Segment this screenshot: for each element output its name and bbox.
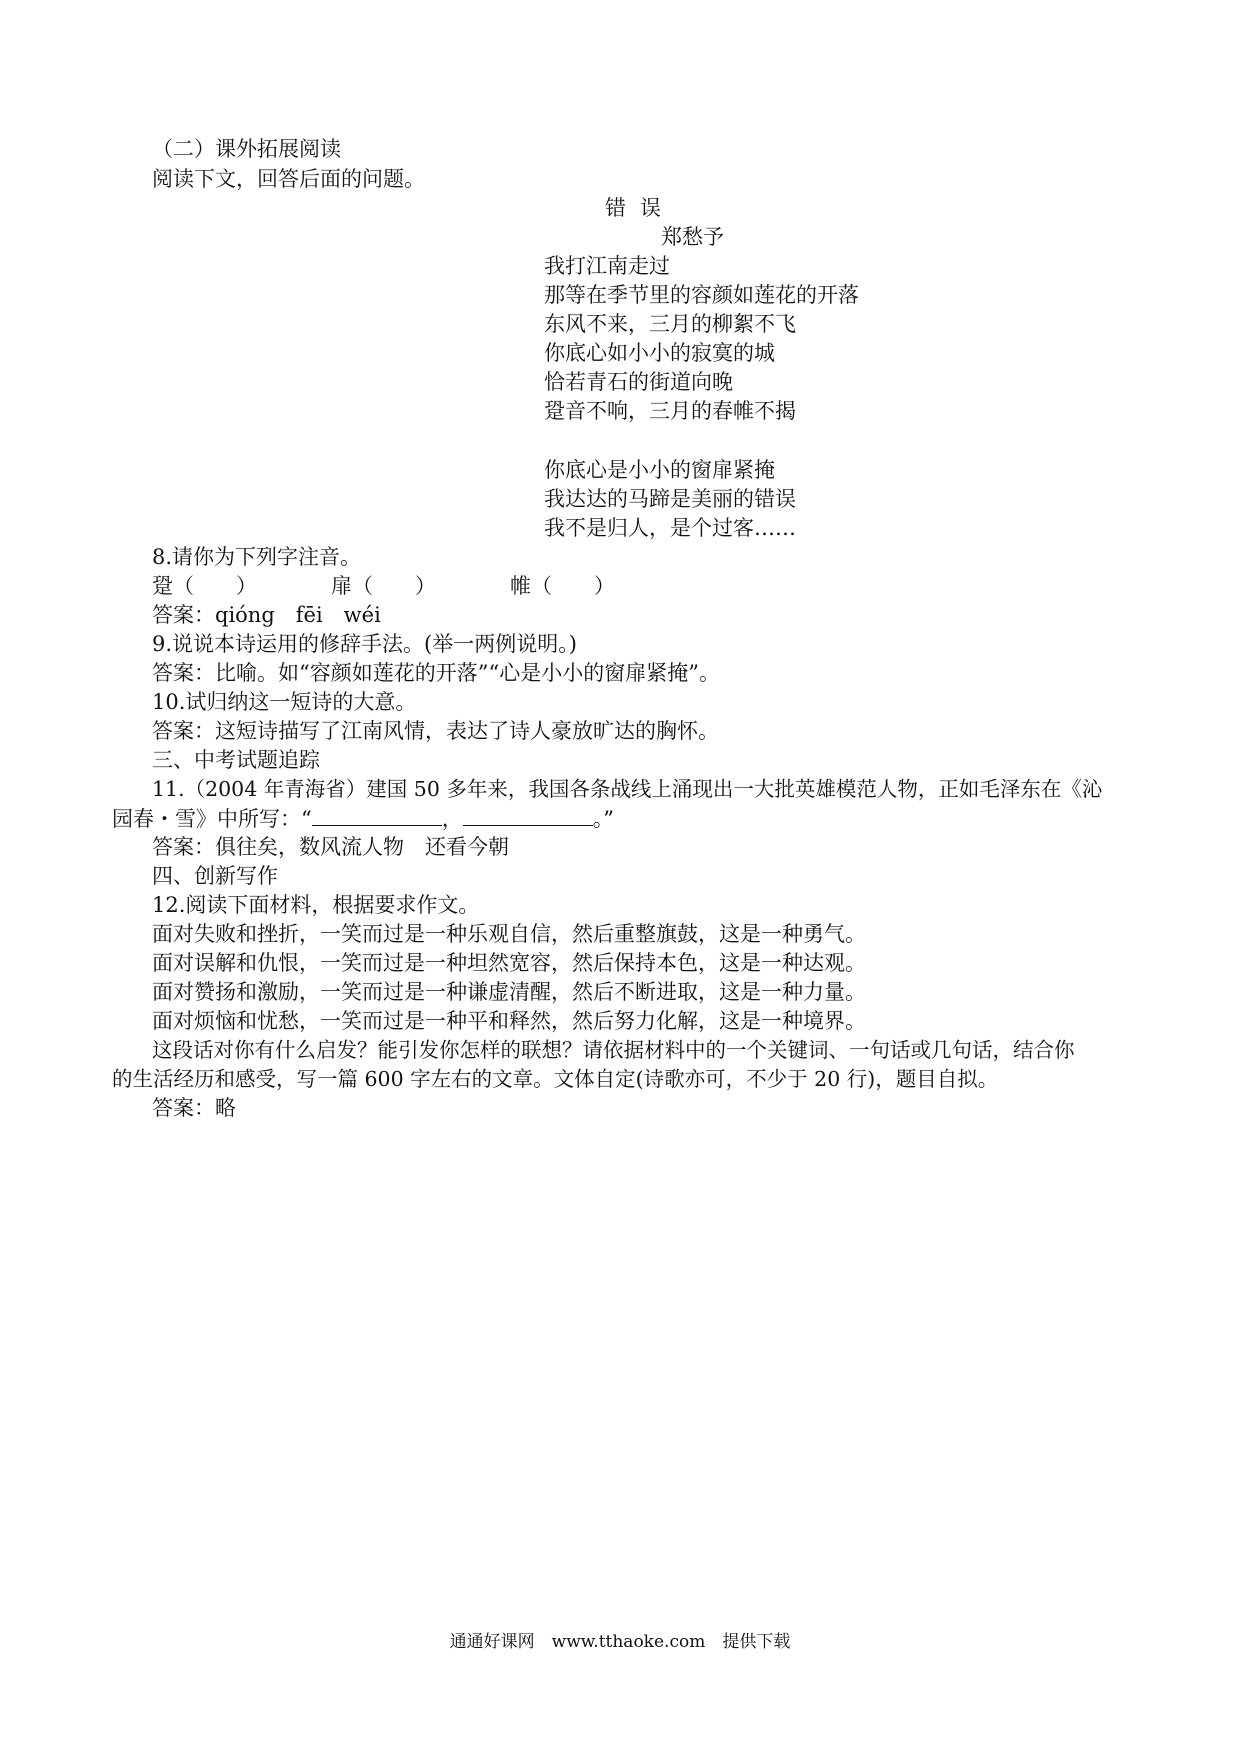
question-11-answer: 答案：俱往矣，数风流人物 还看今朝: [152, 835, 509, 859]
char-blank-3: 帷（: [510, 574, 552, 598]
char-blank-close: ）: [594, 574, 615, 598]
char-blank-close: ）: [415, 574, 436, 598]
material-line: 面对失败和挫折，一笑而过是一种乐观自信，然后重整旗鼓，这是一种勇气。: [152, 922, 866, 946]
poem-line: 你底心如小小的寂寞的城: [544, 341, 775, 365]
question-8-answer: 答案：qióng fēi wéi: [152, 603, 381, 627]
char-blank-2: 扉（: [331, 574, 373, 598]
poem-line: 你底心是小小的窗扉紧掩: [544, 458, 775, 482]
fill-blank-2[interactable]: [463, 803, 593, 826]
poem-line: 我打江南走过: [544, 254, 670, 278]
question-12-requirement-line-2: 的生活经历和感受，写一篇 600 字左右的文章。文体自定(诗歌亦可，不少于 20 行)，题目自拟。: [112, 1067, 999, 1091]
fill-blank-1[interactable]: [312, 803, 442, 826]
poem-line: 那等在季节里的容颜如莲花的开落: [544, 283, 859, 307]
question-12-requirement-line-1: 这段话对你有什么启发？能引发你怎样的联想？请依据材料中的一个关键词、一句话或几句话，结合你: [152, 1038, 1075, 1062]
question-8-prompt: 8.请你为下列字注音。: [152, 545, 362, 569]
question-11-text: 园春・雪》中所写：“: [112, 807, 312, 831]
char-blank-1: 跫（: [152, 574, 194, 598]
question-9-answer: 答案：比喻。如“容颜如莲花的开落”“心是小小的窗扉紧掩”。: [152, 661, 720, 685]
question-12-prompt: 12.阅读下面材料，根据要求作文。: [152, 893, 480, 917]
poem-line: 我不是归人，是个过客……: [544, 516, 796, 540]
question-10-prompt: 10.试归纳这一短诗的大意。: [152, 690, 417, 714]
poem-line: 跫音不响，三月的春帷不揭: [544, 399, 796, 423]
reading-instruction: 阅读下文，回答后面的问题。: [152, 167, 425, 191]
material-line: 面对赞扬和激励，一笑而过是一种谦虚清醒，然后不断进取，这是一种力量。: [152, 980, 866, 1004]
question-11-line-1: 11.（2004 年青海省）建国 50 多年来，我国各条战线上涌现出一大批英雄模范人物，正如毛泽东在《沁: [152, 777, 1103, 801]
question-11-line-2: [112, 803, 614, 833]
question-12-answer: 答案：略: [152, 1096, 236, 1120]
material-line: 面对误解和仇恨，一笑而过是一种坦然宽容，然后保持本色，这是一种达观。: [152, 951, 866, 975]
poem-title: 错误: [605, 196, 675, 220]
material-line: 面对烦恼和忧愁，一笑而过是一种平和释然，然后努力化解，这是一种境界。: [152, 1009, 866, 1033]
question-8-chars: [152, 571, 615, 601]
section-heading-extended-reading: （二）课外拓展阅读: [152, 137, 341, 161]
char-blank-close: ）: [236, 574, 257, 598]
question-9-prompt: 9.说说本诗运用的修辞手法。(举一两例说明。): [152, 632, 577, 656]
poem-author: 郑愁予: [661, 225, 724, 249]
section-heading-exam-tracking: 三、中考试题追踪: [152, 748, 320, 772]
section-heading-creative-writing: 四、创新写作: [152, 864, 278, 888]
question-11-end: 。”: [592, 807, 614, 831]
poem-line: 我达达的马蹄是美丽的错误: [544, 487, 796, 511]
poem-line: 恰若青石的街道向晚: [544, 370, 733, 394]
poem-line: 东风不来，三月的柳絮不飞: [544, 312, 796, 336]
question-10-answer: 答案：这短诗描写了江南风情，表达了诗人豪放旷达的胸怀。: [152, 719, 719, 743]
question-11-comma: ，: [441, 807, 463, 831]
page-footer: 通通好课网 www.tthaoke.com 提供下载: [449, 1632, 791, 1652]
